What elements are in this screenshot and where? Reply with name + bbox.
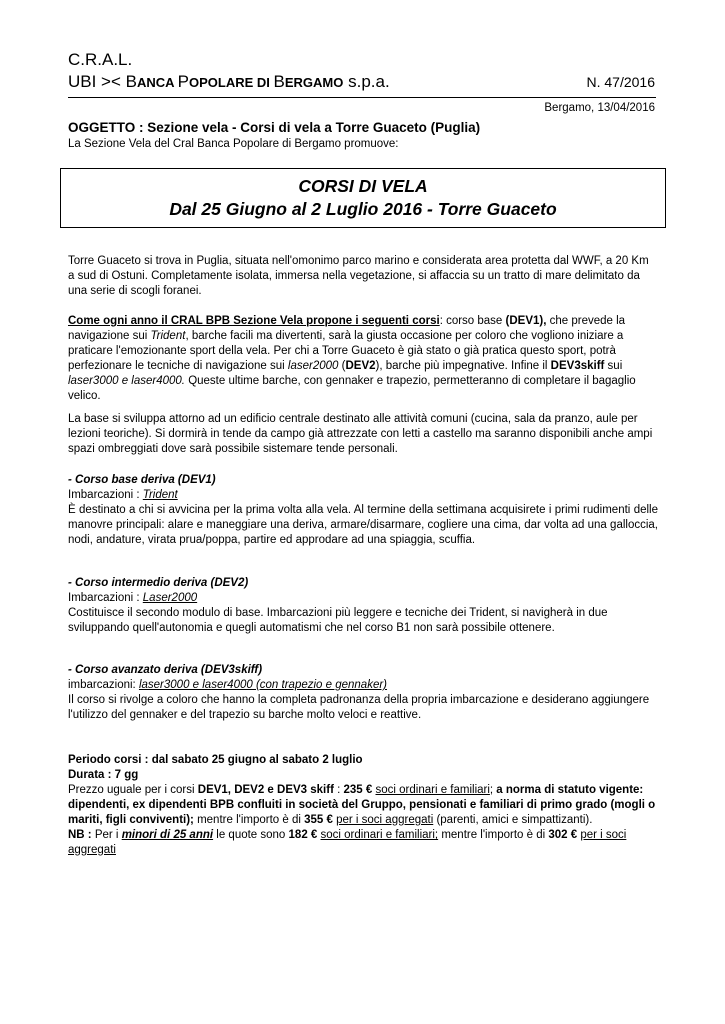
price-note: NB : Per i minori di 25 anni le quote sono 182 € soci ordinari e familiari; mentre l'importo è di 302 € per i soci aggregati — [68, 829, 627, 856]
course-dev2: - Corso intermedio deriva (DEV2) Imbarcazioni : Laser2000 Costituisce il secondo modulo di base. Imbarcazioni più leggere e tecniche dei Trident, si navigherà in due sviluppando quell'autonomia e quegli automatismi che nel corso B1 non sarà possibile ottenere. — [68, 576, 658, 636]
course-dev1: - Corso base deriva (DEV1) Imbarcazioni : Trident È destinato a chi si avvicina per la prima volta alla vela. Al termine della settimana acquisirete i primi rudimenti delle manovre principali: alare e maneggiare una deriva, armare/disarmare, cogliere una cima, dar volta ad una galloccia, nodi, andature, virata prua/poppa, partire ed approdare ad una spiaggia, scuffia. — [68, 474, 658, 546]
protocol-number: N. 47/2016 — [586, 74, 655, 90]
course-boats: Laser2000 — [142, 592, 198, 604]
course-title: - Corso base deriva (DEV1) — [68, 474, 216, 486]
course-period: Periodo corsi : dal sabato 25 giugno al sabato 2 luglio — [68, 754, 363, 766]
course-description: Costituisce il secondo modulo di base. Imbarcazioni più leggere e tecniche dei Trident, si navigherà in due sviluppando quell'autonomia e quegli automatismi che nel corso B1 non sarà possibile ottenere. — [68, 607, 608, 634]
course-dev3skiff: - Corso avanzato deriva (DEV3skiff) imbarcazioni: laser3000 e laser4000 (con trapezio e gennaker) Il corso si rivolge a coloro che hanno la completa padronanza della propria imbarcazione e desiderano aggiungere l'utilizzo del gennaker e del trapezio su barche molto veloci e reattive. — [68, 663, 658, 723]
title-box — [60, 168, 666, 228]
title-line-2: Dal 25 Giugno al 2 Luglio 2016 - Torre Guaceto — [169, 199, 557, 219]
document-date: Bergamo, 13/04/2016 — [544, 102, 655, 114]
title-line-1: CORSI DI VELA — [298, 176, 428, 196]
course-duration: Durata : 7 gg — [68, 769, 139, 781]
course-title: - Corso intermedio deriva (DEV2) — [68, 577, 249, 589]
paragraph-base-facilities: La base si sviluppa attorno ad un edificio centrale destinato alle attività comuni (cucina, sala da pranzo, aule per lezioni teoriche). Si dormirà in tende da campo già attrezzate con letti a castello ma saranno disponibili anche ampi spazi ombreggiati dove sarà possibile sistemare tende personali. — [68, 413, 653, 455]
courses-lead: Come ogni anno il CRAL BPB Sezione Vela propone i seguenti corsi — [68, 315, 440, 327]
price-ordinary: 235 € — [343, 784, 373, 796]
bank-name-word: BANCA — [125, 72, 178, 91]
price-aggregated: 355 € — [304, 814, 333, 826]
course-boats: laser3000 e laser4000 (con trapezio e gennaker) — [138, 679, 388, 691]
bank-name-word: POPOLARE DI — [177, 72, 274, 91]
org-name: C.R.A.L. — [68, 50, 133, 69]
subject-intro: La Sezione Vela del Cral Banca Popolare di Bergamo promuove: — [68, 138, 399, 150]
bank-name-prefix: UBI >< — [68, 72, 126, 91]
paragraph-courses-overview: Come ogni anno il CRAL BPB Sezione Vela propone i seguenti corsi: corso base (DEV1), che prevede la navigazione sui Trident, barche facili ma divertenti, sarà la giusta occasione per coloro che vogliono iniziare a praticare l'emozionante sport della vela. Per chi a Torre Guaceto è già stato o già pratica questo sport, potrà perfezionare le tecniche di navigazione sui laser2000 (DEV2), barche più impegnative. Infine il DEV3skiff sui laser3000 e laser4000. Queste ultime barche, con gennaker e trapezio, permetteranno di completare il bagaglio velico. — [68, 315, 636, 402]
course-description: Il corso si rivolge a coloro che hanno la completa padronanza della propria imbarcazione e desiderano aggiungere l'utilizzo del gennaker e del trapezio su barche molto veloci e reattive. — [68, 694, 650, 721]
pricing-section — [68, 753, 658, 858]
price-under25-ordinary: 182 € — [288, 829, 318, 841]
bank-name-suffix: s.p.a. — [343, 72, 390, 91]
subject-line: OGGETTO : Sezione vela - Corsi di vela a Torre Guaceto (Puglia) — [68, 120, 481, 135]
course-description: È destinato a chi si avvicina per la prima volta alla vela. Al termine della settimana acquisirete i primi rudimenti delle manovre principali: alare e maneggiare una deriva, armare/disarmare, cogliere una cima, dar volta ad una galloccia, nodi, andature, virata prua/poppa, partire ed approdare ad una spiaggia, scuffia. — [68, 504, 658, 546]
course-boats: Trident — [142, 489, 178, 501]
bank-name-word: BERGAMO — [273, 72, 344, 91]
price-details: Prezzo uguale per i corsi DEV1, DEV2 e DEV3 skiff : 235 € soci ordinari e familiari; a norma di statuto vigente: dipendenti, ex dipendenti BPB confluiti in società del Gruppo, pensionati e familiari di primo grado (mogli o mariti, figli conviventi); mentre l'importo è di 355 € per i soci aggregati (parenti, amici e simpattizanti). — [68, 784, 656, 826]
course-title: - Corso avanzato deriva (DEV3skiff) — [68, 664, 263, 676]
bank-name — [68, 72, 390, 92]
header-divider — [68, 97, 656, 98]
price-under25-aggregated: 302 € — [548, 829, 578, 841]
paragraph-location: Torre Guaceto si trova in Puglia, situata nell'omonimo parco marino e considerata area protetta dal WWF, a 20 Km a sud di Ostuni. Completamente isolata, immersa nella vegetazione, si affaccia su un tratto di mare delimitato da una serie di scogli foranei. — [68, 255, 649, 297]
